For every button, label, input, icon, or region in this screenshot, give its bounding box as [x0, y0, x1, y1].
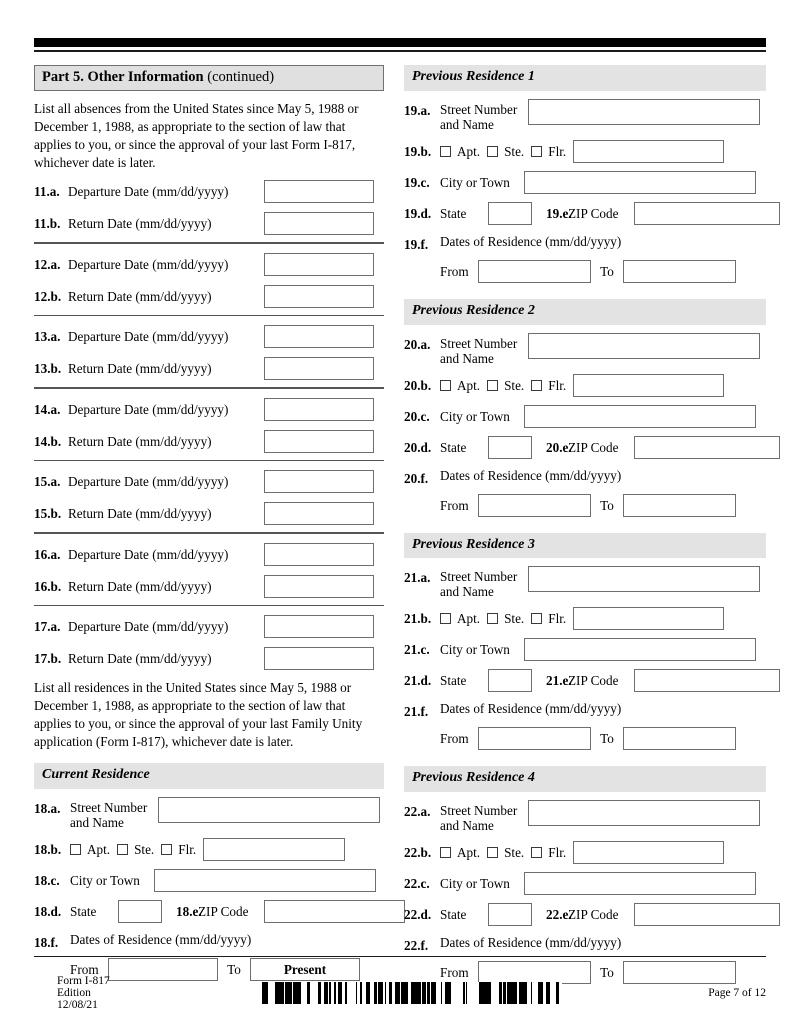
previous-dates-number-label: 22.f.	[404, 938, 429, 954]
absence-group	[34, 398, 384, 453]
previous-city-label: City or Town	[440, 408, 510, 424]
previous-zip-input[interactable]	[634, 669, 780, 692]
previous-state-number-label: 22.d.	[404, 907, 432, 923]
previous-ste-checkbox[interactable]	[487, 146, 498, 157]
absence-departure-label: Departure Date (mm/dd/yyyy)	[68, 184, 229, 200]
current-unit-number-label: 18.b.	[34, 842, 62, 858]
absence-return-input[interactable]	[264, 575, 374, 598]
previous-residence-header: Previous Residence 1	[404, 65, 766, 91]
previous-state-zip-row	[404, 202, 766, 225]
current-zip-number-label: 18.e.	[176, 904, 202, 920]
two-column-body	[34, 65, 766, 984]
previous-unit-input[interactable]	[573, 607, 724, 630]
absence-return-number-label: 12.b.	[34, 288, 62, 304]
previous-state-number-label: 20.d.	[404, 439, 432, 455]
previous-ste-checkbox[interactable]	[487, 380, 498, 391]
previous-to-label: To	[600, 497, 614, 513]
absence-departure-label: Departure Date (mm/dd/yyyy)	[68, 256, 229, 272]
absence-departure-row	[34, 398, 384, 421]
absence-departure-label: Departure Date (mm/dd/yyyy)	[68, 546, 229, 562]
current-street-input[interactable]	[158, 797, 380, 823]
current-street-row	[34, 797, 384, 830]
absence-departure-input[interactable]	[264, 398, 374, 421]
part-5-header	[34, 65, 384, 91]
current-state-zip-row	[34, 900, 384, 923]
previous-state-label: State	[440, 673, 467, 689]
footer-form-info	[34, 963, 115, 1023]
previous-state-input[interactable]	[488, 436, 532, 459]
previous-from-label: From	[440, 731, 469, 747]
current-apt-checkbox[interactable]	[70, 844, 81, 855]
previous-unit-input[interactable]	[573, 374, 724, 397]
previous-residences-list	[404, 65, 766, 984]
previous-unit-number-label: 22.b.	[404, 845, 432, 861]
absence-return-label: Return Date (mm/dd/yyyy)	[68, 216, 212, 232]
previous-street-row	[404, 800, 766, 833]
previous-flr-checkbox[interactable]	[531, 146, 542, 157]
previous-to-label: To	[600, 731, 614, 747]
previous-street-row	[404, 333, 766, 366]
current-ste-label: Ste.	[134, 842, 155, 858]
current-from-label: From	[70, 962, 99, 978]
current-state-input[interactable]	[118, 900, 162, 923]
previous-to-input[interactable]	[623, 260, 736, 283]
previous-zip-label: ZIP Code	[568, 673, 619, 689]
current-zip-label: ZIP Code	[198, 904, 249, 920]
previous-residence-header: Previous Residence 2	[404, 299, 766, 325]
previous-state-number-label: 19.d.	[404, 205, 432, 221]
absence-separator	[34, 315, 384, 317]
previous-unit-number-label: 21.b.	[404, 611, 432, 627]
previous-from-input[interactable]	[478, 494, 591, 517]
current-city-label: City or Town	[70, 873, 140, 889]
previous-city-row	[404, 872, 766, 895]
absence-return-input[interactable]	[264, 430, 374, 453]
previous-zip-label: ZIP Code	[568, 439, 619, 455]
absence-departure-row	[34, 325, 384, 348]
current-dates-row	[34, 931, 384, 954]
previous-city-input[interactable]	[524, 638, 756, 661]
current-dates-number-label: 18.f.	[34, 935, 59, 951]
previous-zip-number-label: 20.e.	[546, 439, 572, 455]
current-zip-input[interactable]	[264, 900, 405, 923]
current-unit-row	[34, 838, 384, 861]
previous-zip-input[interactable]	[634, 202, 780, 225]
previous-flr-checkbox[interactable]	[531, 847, 542, 858]
previous-from-to-row	[404, 494, 766, 517]
current-city-input[interactable]	[154, 869, 376, 892]
absence-departure-number-label: 15.a.	[34, 474, 61, 490]
absence-return-input[interactable]	[264, 285, 374, 308]
absence-return-input[interactable]	[264, 357, 374, 380]
current-dates-label: Dates of Residence (mm/dd/yyyy)	[70, 932, 252, 948]
current-city-number-label: 18.c.	[34, 873, 60, 889]
current-apt-label: Apt.	[87, 842, 111, 858]
current-flr-checkbox[interactable]	[161, 844, 172, 855]
previous-unit-row	[404, 607, 766, 630]
footer-form-name: Form I-817	[57, 975, 110, 987]
current-state-label: State	[70, 904, 97, 920]
current-street-number-label: 18.a.	[34, 801, 61, 817]
previous-zip-label: ZIP Code	[568, 907, 619, 923]
absence-return-number-label: 14.b.	[34, 433, 62, 449]
previous-dates-row	[404, 467, 766, 490]
previous-ste-label: Ste.	[504, 845, 525, 861]
previous-street-input[interactable]	[528, 800, 760, 826]
previous-apt-checkbox[interactable]	[440, 146, 451, 157]
previous-city-number-label: 21.c.	[404, 642, 430, 658]
previous-zip-number-label: 21.e.	[546, 673, 572, 689]
residences-instructions: List all residences in the United States since May 5, 1988 or December 1, 1988, as appropriate to the section of law that applies to you, or since the approval of your last Family Unity application (Form I-817), whichever date is later.	[34, 680, 363, 750]
previous-zip-number-label: 19.e.	[546, 205, 572, 221]
previous-street-number-label: 22.a.	[404, 804, 431, 820]
previous-dates-label: Dates of Residence (mm/dd/yyyy)	[440, 935, 622, 951]
current-to-label: To	[227, 962, 241, 978]
previous-apt-checkbox[interactable]	[440, 847, 451, 858]
previous-city-row	[404, 638, 766, 661]
previous-apt-checkbox[interactable]	[440, 613, 451, 624]
previous-city-label: City or Town	[440, 642, 510, 658]
absence-return-row	[34, 430, 384, 453]
absence-separator	[34, 460, 384, 462]
page-footer	[34, 956, 766, 1024]
previous-from-to-row	[404, 727, 766, 750]
previous-street-input[interactable]	[528, 566, 760, 592]
previous-ste-label: Ste.	[504, 143, 525, 159]
previous-zip-input[interactable]	[634, 903, 780, 926]
absence-return-input[interactable]	[264, 212, 374, 235]
absence-departure-input[interactable]	[264, 180, 374, 203]
previous-state-zip-row	[404, 903, 766, 926]
absence-departure-label: Departure Date (mm/dd/yyyy)	[68, 329, 229, 345]
previous-unit-number-label: 19.b.	[404, 143, 432, 159]
absence-departure-label: Departure Date (mm/dd/yyyy)	[68, 401, 229, 417]
top-black-bar	[34, 38, 766, 47]
absence-return-number-label: 11.b.	[34, 216, 61, 232]
previous-unit-row	[404, 841, 766, 864]
absence-group	[34, 470, 384, 525]
absence-return-input[interactable]	[264, 502, 374, 525]
previous-city-row	[404, 405, 766, 428]
absence-departure-row	[34, 253, 384, 276]
previous-residence-header: Previous Residence 3	[404, 533, 766, 559]
absence-departure-row	[34, 615, 384, 638]
previous-street-number-label: 20.a.	[404, 336, 431, 352]
footer-edition-date: 12/08/21	[57, 999, 98, 1011]
previous-city-label: City or Town	[440, 174, 510, 190]
absence-return-label: Return Date (mm/dd/yyyy)	[68, 361, 212, 377]
previous-residence-header: Previous Residence 4	[404, 766, 766, 792]
current-city-row	[34, 869, 384, 892]
previous-city-input[interactable]	[524, 405, 756, 428]
absence-return-row	[34, 575, 384, 598]
current-street-label: Street Number and Name	[70, 800, 148, 831]
current-ste-checkbox[interactable]	[117, 844, 128, 855]
absence-departure-input[interactable]	[264, 470, 374, 493]
current-state-number-label: 18.d.	[34, 904, 62, 920]
absence-return-number-label: 17.b.	[34, 651, 62, 667]
previous-ste-label: Ste.	[504, 377, 525, 393]
previous-residence-block	[404, 65, 766, 283]
footer-edition-label: Edition	[57, 987, 91, 999]
previous-street-row	[404, 99, 766, 132]
previous-dates-row	[404, 700, 766, 723]
previous-city-number-label: 22.c.	[404, 876, 430, 892]
previous-from-label: From	[440, 497, 469, 513]
previous-zip-label: ZIP Code	[568, 205, 619, 221]
previous-residence-block	[404, 299, 766, 517]
previous-state-zip-row	[404, 669, 766, 692]
absence-return-row	[34, 285, 384, 308]
previous-from-to-row	[404, 260, 766, 283]
previous-dates-label: Dates of Residence (mm/dd/yyyy)	[440, 467, 622, 483]
current-unit-input[interactable]	[203, 838, 345, 861]
previous-apt-label: Apt.	[457, 143, 481, 159]
previous-ste-checkbox[interactable]	[487, 613, 498, 624]
previous-apt-checkbox[interactable]	[440, 380, 451, 391]
previous-street-number-label: 21.a.	[404, 570, 431, 586]
previous-city-input[interactable]	[524, 171, 756, 194]
current-residence-header: Current Residence	[34, 763, 384, 789]
absence-departure-number-label: 17.a.	[34, 619, 61, 635]
absence-return-row	[34, 502, 384, 525]
previous-state-label: State	[440, 205, 467, 221]
absence-departure-number-label: 14.a.	[34, 401, 61, 417]
previous-dates-number-label: 19.f.	[404, 236, 429, 252]
previous-city-number-label: 19.c.	[404, 174, 430, 190]
previous-city-label: City or Town	[440, 876, 510, 892]
left-column	[34, 65, 384, 984]
previous-city-row	[404, 171, 766, 194]
previous-unit-input[interactable]	[573, 140, 724, 163]
previous-dates-number-label: 20.f.	[404, 470, 429, 486]
previous-street-label: Street Number and Name	[440, 803, 518, 834]
absence-departure-input[interactable]	[264, 325, 374, 348]
absence-return-row	[34, 357, 384, 380]
previous-state-label: State	[440, 439, 467, 455]
previous-city-number-label: 20.c.	[404, 408, 430, 424]
previous-dates-label: Dates of Residence (mm/dd/yyyy)	[440, 701, 622, 717]
previous-state-label: State	[440, 907, 467, 923]
absence-group	[34, 325, 384, 380]
previous-dates-number-label: 21.f.	[404, 704, 429, 720]
previous-street-label: Street Number and Name	[440, 569, 518, 600]
absence-departure-row	[34, 470, 384, 493]
absence-return-label: Return Date (mm/dd/yyyy)	[68, 578, 212, 594]
previous-street-row	[404, 566, 766, 599]
absence-separator	[34, 532, 384, 534]
previous-unit-number-label: 20.b.	[404, 377, 432, 393]
absence-return-input[interactable]	[264, 647, 374, 670]
absence-departure-number-label: 16.a.	[34, 546, 61, 562]
previous-flr-label: Flr.	[548, 611, 567, 627]
absence-group	[34, 180, 384, 235]
absence-return-number-label: 15.b.	[34, 506, 62, 522]
previous-residence-block	[404, 533, 766, 751]
previous-city-input[interactable]	[524, 872, 756, 895]
previous-to-label: To	[600, 965, 614, 981]
footer-rule	[34, 956, 766, 958]
absences-list	[34, 180, 384, 670]
previous-zip-input[interactable]	[634, 436, 780, 459]
previous-dates-row	[404, 934, 766, 957]
part-5-continued: (continued)	[207, 69, 275, 85]
previous-state-input[interactable]	[488, 202, 532, 225]
previous-state-input[interactable]	[488, 669, 532, 692]
previous-street-number-label: 19.a.	[404, 102, 431, 118]
previous-state-number-label: 21.d.	[404, 673, 432, 689]
absence-departure-number-label: 11.a.	[34, 184, 60, 200]
absences-instructions: List all absences from the United States since May 5, 1988 or December 1, 1988, as appropriate to the section of law that applies to you, or since the approval of your last Form I-817, whichever date is later.	[34, 100, 359, 170]
previous-residence-block	[404, 766, 766, 984]
previous-ste-checkbox[interactable]	[487, 847, 498, 858]
previous-from-label: From	[440, 965, 469, 981]
previous-flr-label: Flr.	[548, 143, 567, 159]
previous-apt-label: Apt.	[457, 845, 481, 861]
absence-return-row	[34, 647, 384, 670]
absence-group	[34, 543, 384, 598]
part-5-title: Part 5. Other Information	[42, 69, 204, 85]
absence-separator	[34, 605, 384, 607]
previous-flr-checkbox[interactable]	[531, 380, 542, 391]
absence-departure-row	[34, 543, 384, 566]
barcode	[262, 982, 562, 1004]
absence-return-label: Return Date (mm/dd/yyyy)	[68, 506, 212, 522]
absence-return-row	[34, 212, 384, 235]
absence-group	[34, 615, 384, 670]
absence-separator	[34, 387, 384, 389]
previous-street-label: Street Number and Name	[440, 101, 518, 132]
previous-zip-number-label: 22.e.	[546, 907, 572, 923]
footer-page-number: Page 7 of 12	[708, 987, 766, 999]
previous-flr-label: Flr.	[548, 377, 567, 393]
previous-street-input[interactable]	[528, 333, 760, 359]
absence-return-label: Return Date (mm/dd/yyyy)	[68, 288, 212, 304]
previous-from-input[interactable]	[478, 727, 591, 750]
previous-dates-row	[404, 233, 766, 256]
previous-to-label: To	[600, 263, 614, 279]
absence-return-number-label: 16.b.	[34, 578, 62, 594]
previous-state-input[interactable]	[488, 903, 532, 926]
absence-return-label: Return Date (mm/dd/yyyy)	[68, 651, 212, 667]
current-flr-label: Flr.	[178, 842, 197, 858]
absence-separator	[34, 242, 384, 244]
previous-unit-input[interactable]	[573, 841, 724, 864]
previous-apt-label: Apt.	[457, 611, 481, 627]
previous-flr-checkbox[interactable]	[531, 613, 542, 624]
previous-street-label: Street Number and Name	[440, 335, 518, 366]
previous-to-input[interactable]	[623, 494, 736, 517]
absence-departure-number-label: 12.a.	[34, 256, 61, 272]
previous-from-input[interactable]	[478, 260, 591, 283]
previous-unit-row	[404, 374, 766, 397]
absence-group	[34, 253, 384, 308]
current-to-value[interactable]: Present	[250, 958, 360, 981]
top-rule	[34, 50, 766, 52]
absence-return-label: Return Date (mm/dd/yyyy)	[68, 433, 212, 449]
previous-flr-label: Flr.	[548, 845, 567, 861]
absence-return-number-label: 13.b.	[34, 361, 62, 377]
absence-departure-label: Departure Date (mm/dd/yyyy)	[68, 619, 229, 635]
previous-ste-label: Ste.	[504, 611, 525, 627]
previous-to-input[interactable]	[623, 727, 736, 750]
previous-unit-row	[404, 140, 766, 163]
previous-from-label: From	[440, 263, 469, 279]
absence-departure-number-label: 13.a.	[34, 329, 61, 345]
absence-departure-input[interactable]	[264, 253, 374, 276]
absence-departure-row	[34, 180, 384, 203]
absence-departure-label: Departure Date (mm/dd/yyyy)	[68, 474, 229, 490]
absence-departure-input[interactable]	[264, 543, 374, 566]
previous-street-input[interactable]	[528, 99, 760, 125]
previous-apt-label: Apt.	[457, 377, 481, 393]
previous-state-zip-row	[404, 436, 766, 459]
absence-departure-input[interactable]	[264, 615, 374, 638]
previous-dates-label: Dates of Residence (mm/dd/yyyy)	[440, 233, 622, 249]
right-column	[404, 65, 766, 984]
